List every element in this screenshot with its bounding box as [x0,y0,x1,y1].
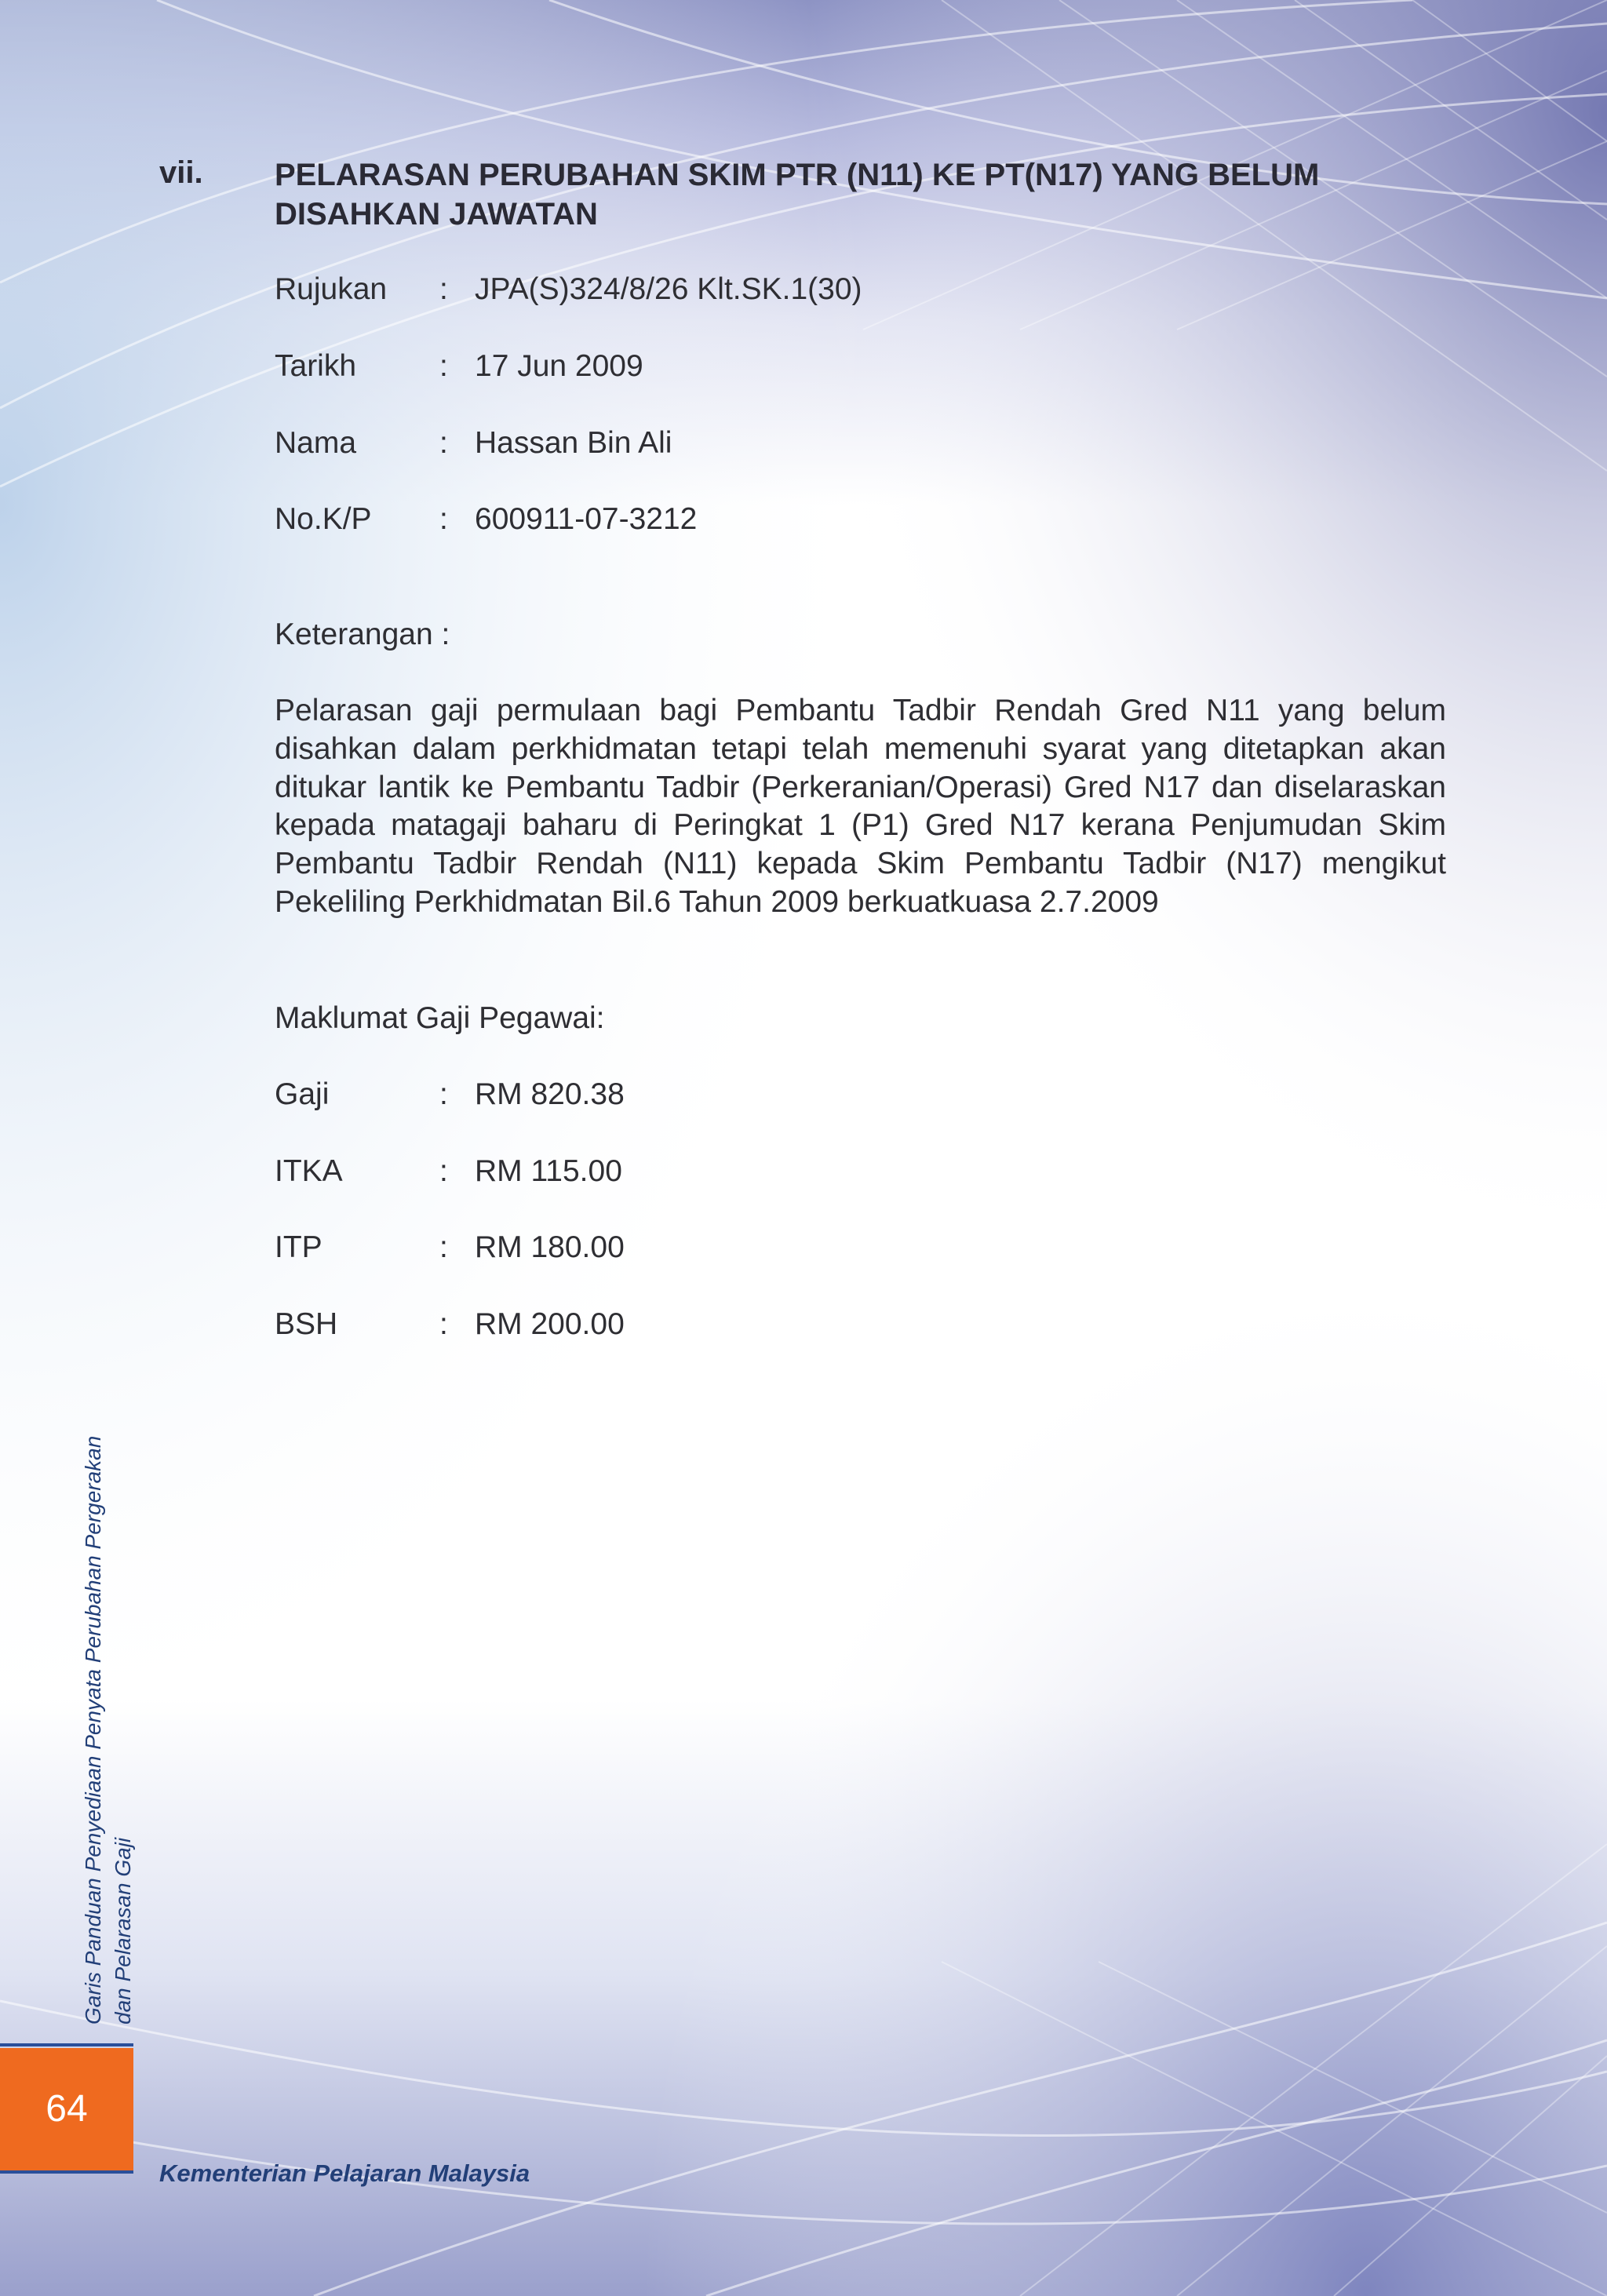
salary-value: RM 200.00 [475,1307,625,1341]
detail-label: No.K/P [275,502,372,536]
detail-label: Rujukan [275,272,388,306]
side-running-title [78,1436,138,2024]
salary-value: RM 180.00 [475,1230,625,1264]
side-title-line-1: Garis Panduan Penyediaan Penyata Perubahan Pergerakan [81,1435,105,2024]
detail-separator: : [439,349,448,383]
salary-label: ITP [275,1230,322,1264]
detail-value: 600911-07-3212 [475,502,698,536]
salary-separator: : [439,1230,448,1264]
detail-label: Tarikh [275,349,357,383]
salary-value: RM 820.38 [475,1077,625,1111]
keterangan-label: Keterangan : [275,618,450,651]
salary-label: Gaji [275,1077,330,1111]
detail-separator: : [439,426,448,460]
salary-value: RM 115.00 [475,1154,622,1188]
page-number: 64 [46,2088,88,2130]
salary-label: ITKA [275,1154,343,1188]
footer-ministry-name: Kementerian Pelajaran Malaysia [159,2159,530,2187]
detail-value: Hassan Bin Ali [475,426,672,460]
detail-separator: : [439,272,448,306]
detail-value: JPA(S)324/8/26 Klt.SK.1(30) [475,272,862,306]
detail-label: Nama [275,426,357,460]
maklumat-gaji-label: Maklumat Gaji Pegawai: [275,1001,605,1035]
salary-separator: : [439,1154,448,1188]
salary-separator: : [439,1307,448,1341]
salary-separator: : [439,1077,448,1111]
keterangan-paragraph: Pelarasan gaji permulaan bagi Pembantu Tadbir Rendah Gred N11 yang belum disahkan dalam perkhidmatan tetapi telah memenuhi syarat yang ditetapkan akan ditukar lantik ke Pembantu Tadbir (Perkeranian/Operasi) Gred N17 dan diselaraskan kepada matagaji baharu di Peringkat 1 (P1) Gred N17 kerana Penjumudan Skim Pembantu Tadbir Rendah (N11) kepada Skim Pembantu Tadbir (N17) mengikut Pekeliling Perkhidmatan Bil.6 Tahun 2009 berkuatkuasa 2.7.2009 [275,694,1446,919]
section-number: vii. [159,155,203,190]
page-number-bottom-rule [0,2170,133,2174]
section-title: PELARASAN PERUBAHAN SKIM PTR (N11) KE PT(N17) YANG BELUM DISAHKAN JAWATAN [275,158,1320,231]
detail-separator: : [439,502,448,536]
page-number-top-rule [0,2043,133,2046]
salary-label: BSH [275,1307,338,1341]
side-title-line-2: dan Pelarasan Gaji [111,1837,135,2024]
detail-value: 17 Jun 2009 [475,349,643,383]
